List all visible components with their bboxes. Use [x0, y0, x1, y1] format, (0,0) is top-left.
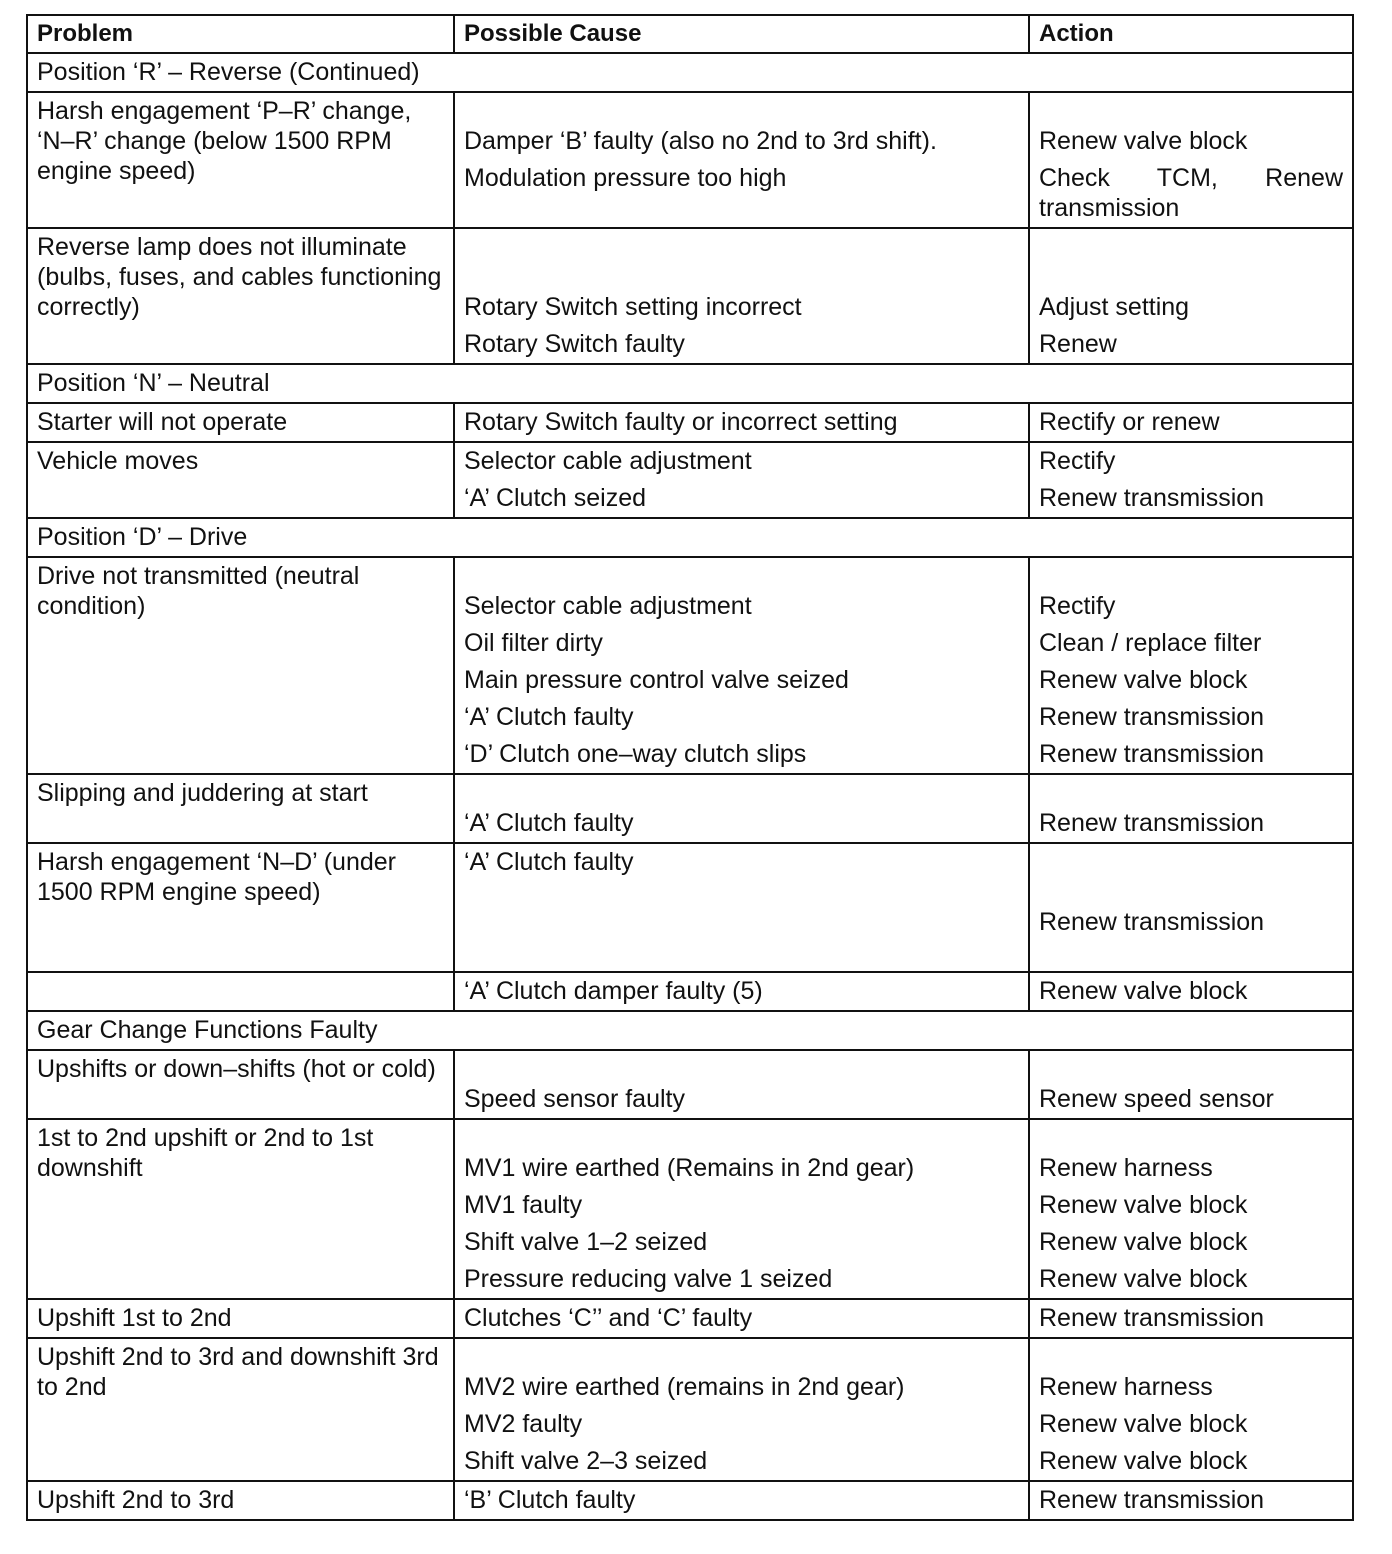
action-line: Renew valve block [1039, 1191, 1248, 1219]
table-row [27, 92, 1353, 228]
problem-cell: 1st to 2nd upshift or 2nd to 1st downshift [27, 1119, 454, 1299]
cause-line: Shift valve 2–3 seized [464, 1447, 708, 1475]
action-cell [1029, 843, 1353, 972]
problem-cell: Slipping and juddering at start [27, 774, 454, 843]
problem-cell: Upshift 2nd to 3rd [27, 1481, 454, 1520]
cause-line: ‘A’ Clutch damper faulty (5) [464, 977, 763, 1005]
table-row [27, 1481, 1353, 1520]
cause-cell [454, 1119, 1029, 1299]
cause-line: Speed sensor faulty [464, 1085, 685, 1113]
cause-line: ‘A’ Clutch faulty [464, 703, 634, 731]
action-line: Check TCM, Renew transmission [1039, 164, 1343, 222]
section-row [27, 364, 1353, 403]
action-line: Adjust setting [1039, 293, 1190, 321]
problem-cell [27, 972, 454, 1011]
cause-line: Selector cable adjustment [464, 592, 752, 620]
cause-cell [454, 774, 1029, 843]
action-line: Renew valve block [1039, 1447, 1248, 1475]
cause-cell [454, 1050, 1029, 1119]
table-row [27, 228, 1353, 364]
header-problem: Problem [27, 15, 454, 53]
problem-cell: Upshifts or down–shifts (hot or cold) [27, 1050, 454, 1119]
cause-line: ‘A’ Clutch seized [464, 484, 647, 512]
fault-diagnosis-table [26, 14, 1354, 1521]
action-line: Renew valve block [1039, 977, 1248, 1005]
action-line: Renew [1039, 330, 1117, 358]
problem-cell: Upshift 1st to 2nd [27, 1299, 454, 1338]
cause-line: Main pressure control valve seized [464, 666, 849, 694]
cause-line: MV2 wire earthed (remains in 2nd gear) [464, 1373, 905, 1401]
action-cell [1029, 1299, 1353, 1338]
action-cell [1029, 228, 1353, 364]
action-cell [1029, 92, 1353, 228]
cause-cell [454, 1338, 1029, 1481]
problem-cell: Starter will not operate [27, 403, 454, 442]
action-cell [1029, 1119, 1353, 1299]
problem-cell: Upshift 2nd to 3rd and downshift 3rd to 2nd [27, 1338, 454, 1481]
action-line: Renew valve block [1039, 1410, 1248, 1438]
table-row [27, 1050, 1353, 1119]
cause-line: MV1 wire earthed (Remains in 2nd gear) [464, 1154, 915, 1182]
header-possible-cause: Possible Cause [454, 15, 1029, 53]
section-row [27, 1011, 1353, 1050]
problem-cell: Vehicle moves [27, 442, 454, 518]
cause-line: ‘A’ Clutch faulty [464, 848, 634, 876]
action-line: Renew valve block [1039, 666, 1248, 694]
problem-cell: Reverse lamp does not illuminate (bulbs, fuses, and cables functioning correctly) [27, 228, 454, 364]
action-cell [1029, 557, 1353, 774]
cause-cell [454, 557, 1029, 774]
action-cell [1029, 442, 1353, 518]
table-row [27, 1338, 1353, 1481]
action-line: Renew harness [1039, 1154, 1213, 1182]
table-header-row [27, 15, 1353, 53]
action-cell [1029, 403, 1353, 442]
section-row [27, 518, 1353, 557]
section-title: Position ‘R’ – Reverse (Continued) [27, 53, 1353, 92]
cause-line: ‘D’ Clutch one–way clutch slips [464, 740, 807, 768]
action-line: Renew transmission [1039, 1486, 1265, 1514]
cause-line: Pressure reducing valve 1 seized [464, 1265, 833, 1293]
action-line: Renew speed sensor [1039, 1085, 1274, 1113]
problem-cell: Drive not transmitted (neutral condition) [27, 557, 454, 774]
action-line: Rectify or renew [1039, 408, 1220, 436]
table-row [27, 557, 1353, 774]
cause-line: MV1 faulty [464, 1191, 583, 1219]
section-row [27, 53, 1353, 92]
cause-cell [454, 92, 1029, 228]
action-line: Renew valve block [1039, 1265, 1248, 1293]
action-line: Renew transmission [1039, 1304, 1265, 1332]
action-line: Renew valve block [1039, 127, 1248, 155]
action-cell [1029, 774, 1353, 843]
cause-line: Modulation pressure too high [464, 164, 787, 192]
header-action: Action [1029, 15, 1353, 53]
action-line: Renew valve block [1039, 1228, 1248, 1256]
cause-line: Rotary Switch setting incorrect [464, 293, 802, 321]
cause-cell [454, 972, 1029, 1011]
cause-line: Rotary Switch faulty or incorrect setting [464, 408, 898, 436]
action-line: Renew transmission [1039, 908, 1265, 936]
problem-cell: Harsh engagement ‘P–R’ change, ‘N–R’ change (below 1500 RPM engine speed) [27, 92, 454, 228]
table-row [27, 403, 1353, 442]
cause-cell [454, 843, 1029, 972]
action-line: Renew transmission [1039, 740, 1265, 768]
section-title: Position ‘D’ – Drive [27, 518, 1353, 557]
table-row [27, 972, 1353, 1011]
action-cell [1029, 1481, 1353, 1520]
action-cell [1029, 972, 1353, 1011]
cause-cell [454, 1299, 1029, 1338]
action-cell [1029, 1050, 1353, 1119]
action-line: Renew transmission [1039, 809, 1265, 837]
cause-line: Clutches ‘C’’ and ‘C’ faulty [464, 1304, 753, 1332]
cause-cell [454, 228, 1029, 364]
action-line: Rectify [1039, 592, 1116, 620]
action-line: Clean / replace filter [1039, 629, 1262, 657]
problem-cell: Harsh engagement ‘N–D’ (under 1500 RPM engine speed) [27, 843, 454, 972]
fault-diagnosis-sheet [26, 14, 1352, 1521]
cause-line: Shift valve 1–2 seized [464, 1228, 708, 1256]
cause-line: Selector cable adjustment [464, 447, 752, 475]
cause-line: Oil filter dirty [464, 629, 603, 657]
table-row [27, 843, 1353, 972]
cause-line: ‘B’ Clutch faulty [464, 1486, 636, 1514]
section-title: Gear Change Functions Faulty [27, 1011, 1353, 1050]
action-line: Renew harness [1039, 1373, 1213, 1401]
table-row [27, 442, 1353, 518]
action-line: Renew transmission [1039, 703, 1265, 731]
table-row [27, 1299, 1353, 1338]
action-line: Rectify [1039, 447, 1116, 475]
cause-cell [454, 442, 1029, 518]
cause-line: ‘A’ Clutch faulty [464, 809, 634, 837]
cause-cell [454, 1481, 1029, 1520]
table-row [27, 1119, 1353, 1299]
action-line: Renew transmission [1039, 484, 1265, 512]
table-row [27, 774, 1353, 843]
cause-line: MV2 faulty [464, 1410, 583, 1438]
section-title: Position ‘N’ – Neutral [27, 364, 1353, 403]
cause-line: Damper ‘B’ faulty (also no 2nd to 3rd shift). [464, 127, 937, 155]
cause-cell [454, 403, 1029, 442]
action-cell [1029, 1338, 1353, 1481]
cause-line: Rotary Switch faulty [464, 330, 685, 358]
table-body [27, 53, 1353, 1520]
